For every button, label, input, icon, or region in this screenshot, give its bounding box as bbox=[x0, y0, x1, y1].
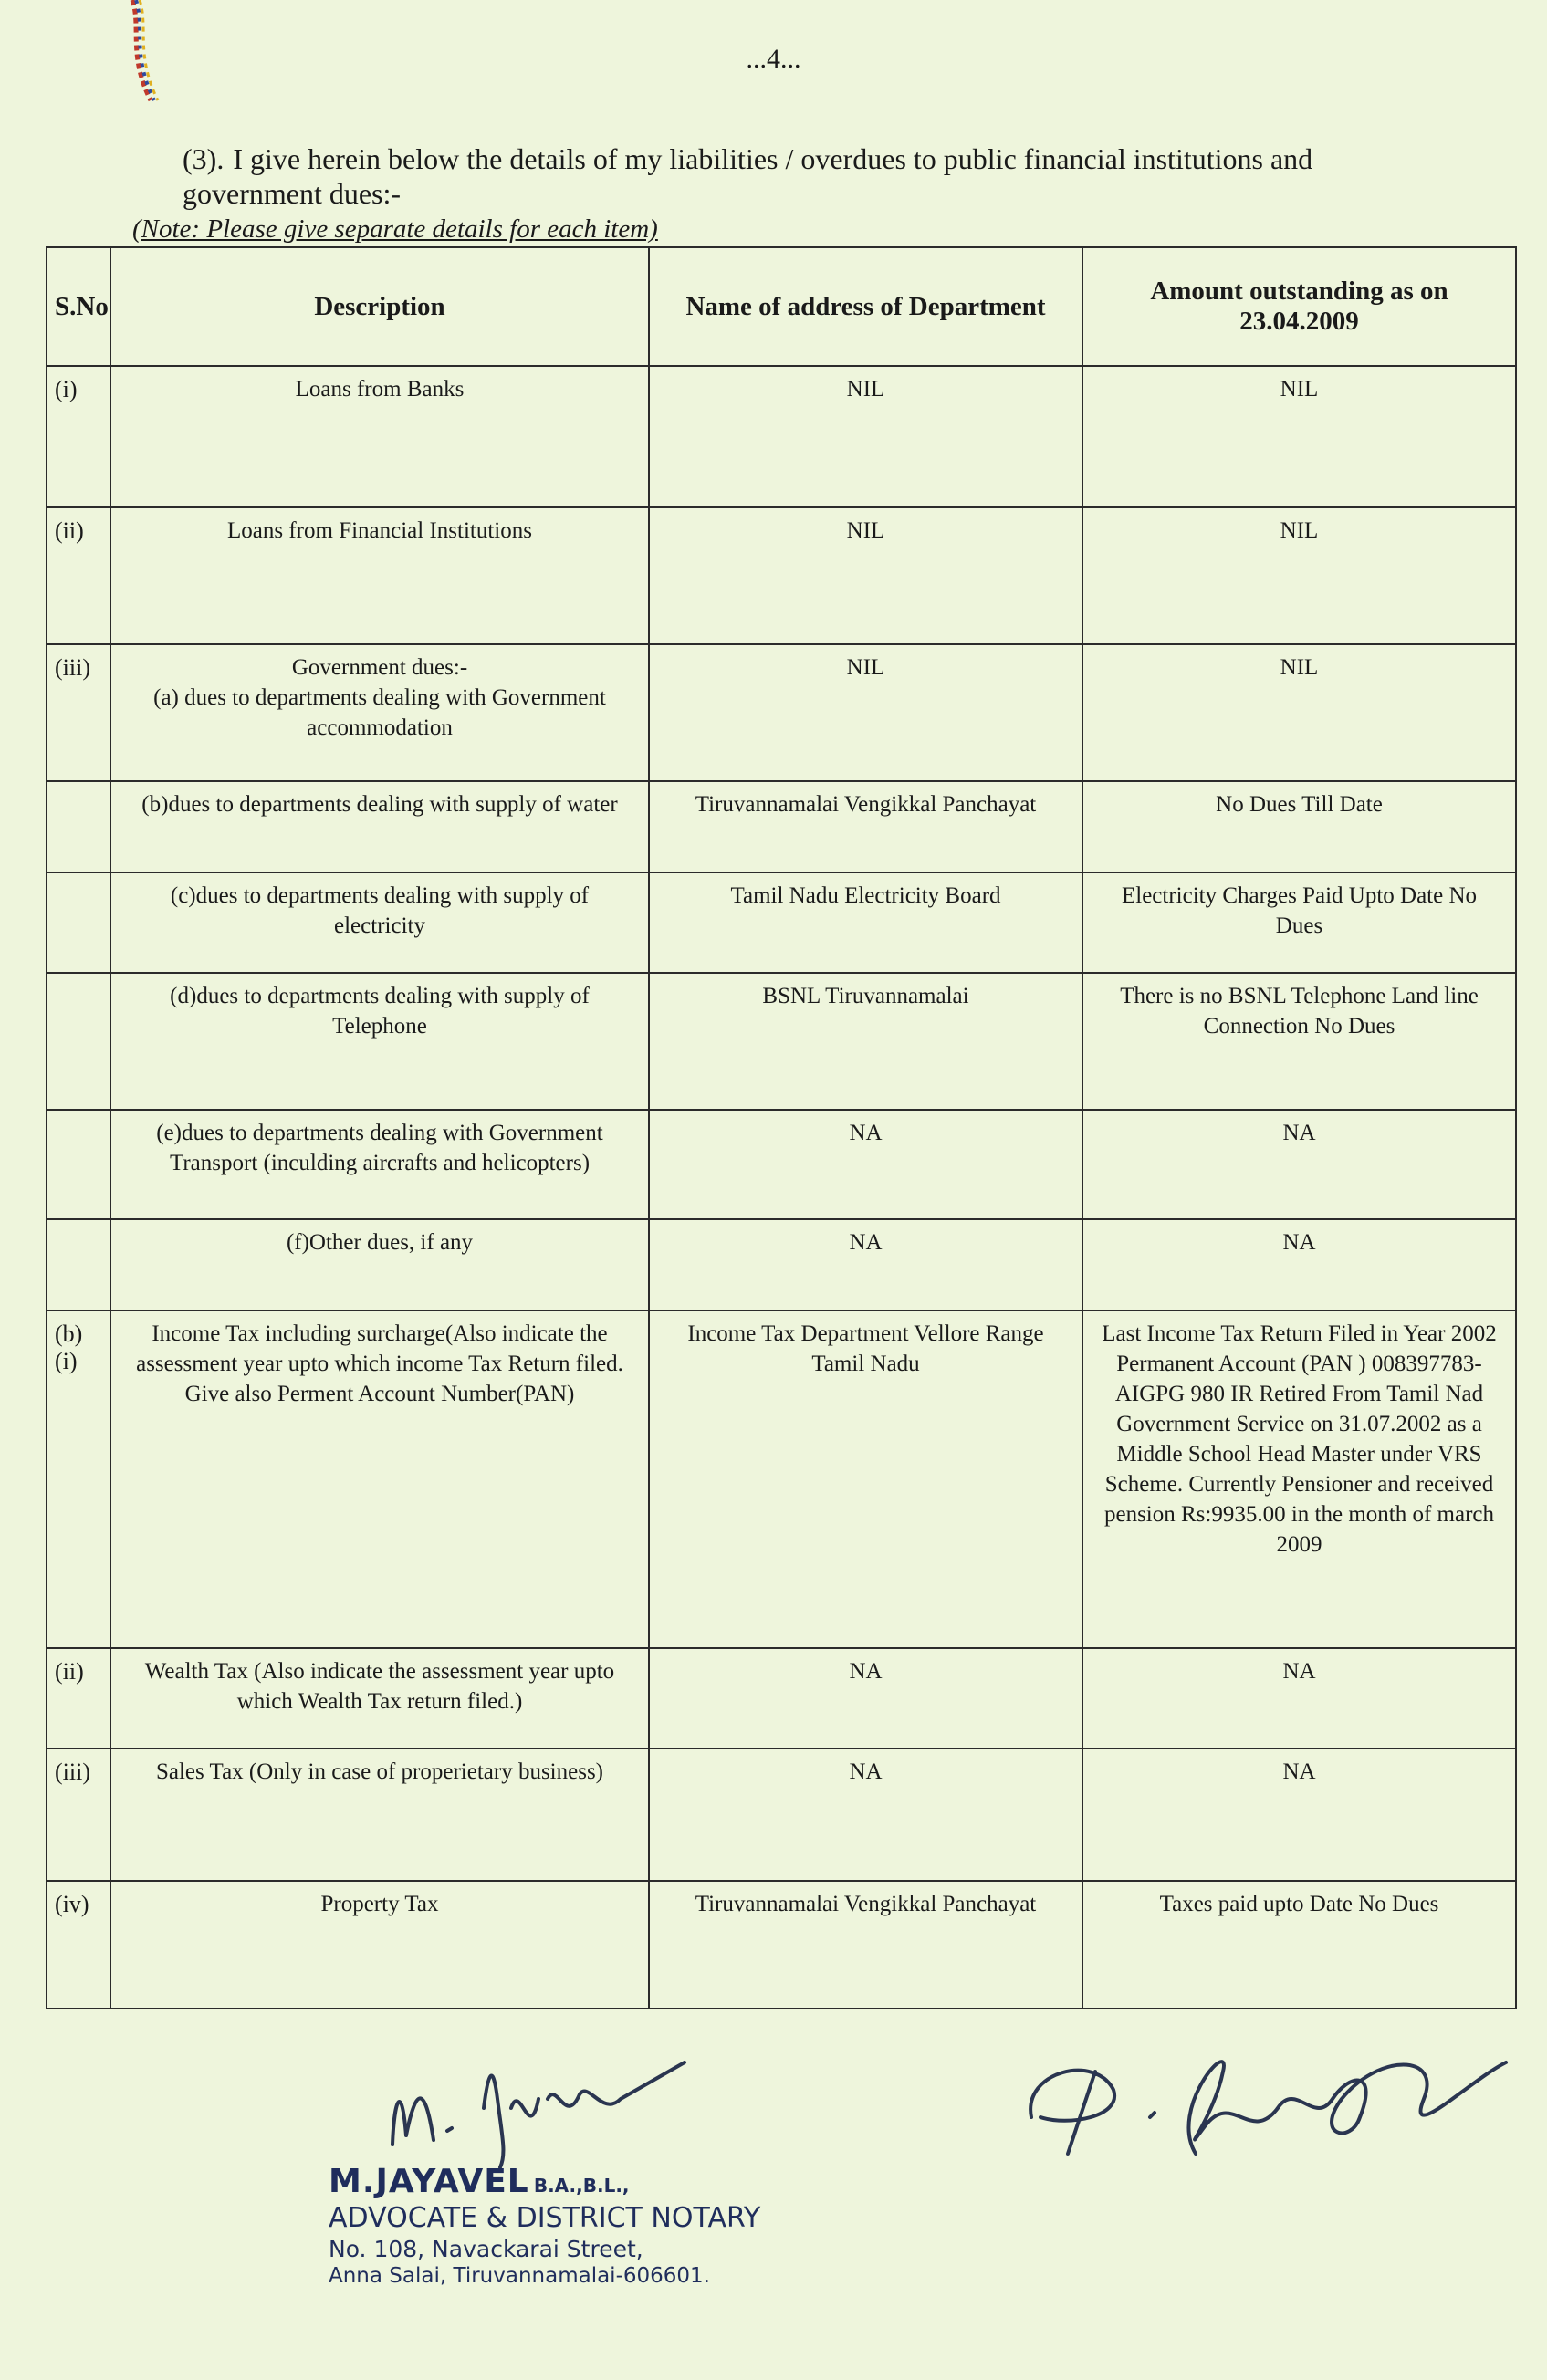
table-row bbox=[47, 1648, 1516, 1748]
row-amount: Electricity Charges Paid Upto Date No Dues bbox=[1082, 872, 1516, 973]
intro-text: I give herein below the details of my liabilities / overdues to public financial institutions and government dues:- bbox=[183, 142, 1313, 210]
row-amount: NA bbox=[1082, 1219, 1516, 1310]
notary-stamp bbox=[329, 2163, 785, 2288]
row-amount: There is no BSNL Telephone Land line Connection No Dues bbox=[1082, 973, 1516, 1110]
stamp-address-line2: Anna Salai, Tiruvannamalai-606601. bbox=[329, 2264, 710, 2288]
declarant-signature bbox=[1013, 2017, 1524, 2181]
row-sno bbox=[47, 781, 110, 872]
row-amount: NIL bbox=[1082, 366, 1516, 507]
intro-paragraph bbox=[183, 141, 1369, 211]
intro-note: (Note: Please give separate details for each item) bbox=[132, 214, 658, 244]
table-row bbox=[47, 781, 1516, 872]
table-row bbox=[47, 1219, 1516, 1310]
row-department: NIL bbox=[649, 507, 1082, 644]
row-description: (e)dues to departments dealing with Government Transport (inculding aircrafts and helicopters) bbox=[110, 1110, 649, 1219]
row-amount: NA bbox=[1082, 1748, 1516, 1881]
row-amount: Last Income Tax Return Filed in Year 2002 Permanent Account (PAN ) 008397783-AIGPG 980 IR Retired From Tamil Nad Government Service on 31.07.2002 as a Middle School Head Master under VRS Scheme. Currently Pensioner and received pension Rs:9935.00 in the month of march 2009 bbox=[1082, 1310, 1516, 1648]
row-sno: (iii) bbox=[47, 1748, 110, 1881]
table-row bbox=[47, 1748, 1516, 1881]
row-department: Tamil Nadu Electricity Board bbox=[649, 872, 1082, 973]
row-description-text: (a) dues to departments dealing with Government accommodation bbox=[153, 685, 606, 740]
table-row bbox=[47, 644, 1516, 781]
table-row bbox=[47, 366, 1516, 507]
row-amount: NA bbox=[1082, 1110, 1516, 1219]
row-sno: (i) bbox=[47, 366, 110, 507]
row-sno: (ii) bbox=[47, 507, 110, 644]
row-department: Tiruvannamalai Vengikkal Panchayat bbox=[649, 1881, 1082, 2009]
table-row bbox=[47, 507, 1516, 644]
row-description: Sales Tax (Only in case of properietary business) bbox=[110, 1748, 649, 1881]
row-department: NA bbox=[649, 1748, 1082, 1881]
row-department: Income Tax Department Vellore Range Tamil Nadu bbox=[649, 1310, 1082, 1648]
row-amount: No Dues Till Date bbox=[1082, 781, 1516, 872]
row-department: NIL bbox=[649, 366, 1082, 507]
row-description: Loans from Financial Institutions bbox=[110, 507, 649, 644]
row-description: Loans from Banks bbox=[110, 366, 649, 507]
liabilities-table bbox=[46, 246, 1517, 2009]
row-description: (c)dues to departments dealing with supply of electricity bbox=[110, 872, 649, 973]
row-sno: (iii) bbox=[47, 644, 110, 781]
row-sno bbox=[47, 973, 110, 1110]
row-sno: (b) (i) bbox=[47, 1310, 110, 1648]
row-description bbox=[110, 644, 649, 781]
row-department: NA bbox=[649, 1219, 1082, 1310]
header-department: Name of address of Department bbox=[649, 247, 1082, 366]
row-amount: NIL bbox=[1082, 644, 1516, 781]
header-sno: S.No bbox=[47, 247, 110, 366]
table-row bbox=[47, 1110, 1516, 1219]
row-amount: NIL bbox=[1082, 507, 1516, 644]
row-department: NIL bbox=[649, 644, 1082, 781]
row-department: NA bbox=[649, 1648, 1082, 1748]
row-description: (d)dues to departments dealing with supply of Telephone bbox=[110, 973, 649, 1110]
header-amount: Amount outstanding as on 23.04.2009 bbox=[1082, 247, 1516, 366]
stamp-name: M.JAYAVEL bbox=[329, 2163, 529, 2200]
row-description: Wealth Tax (Also indicate the assessment year upto which Wealth Tax return filed.) bbox=[110, 1648, 649, 1748]
row-department: NA bbox=[649, 1110, 1082, 1219]
page-number: ...4... bbox=[746, 44, 801, 74]
stamp-title: ADVOCATE & DISTRICT NOTARY bbox=[329, 2202, 761, 2234]
row-sno: (iv) bbox=[47, 1881, 110, 2009]
table-row bbox=[47, 1310, 1516, 1648]
row-amount: Taxes paid upto Date No Dues bbox=[1082, 1881, 1516, 2009]
row-department: Tiruvannamalai Vengikkal Panchayat bbox=[649, 781, 1082, 872]
table-row bbox=[47, 973, 1516, 1110]
row-sno: (ii) bbox=[47, 1648, 110, 1748]
table-header-row bbox=[47, 247, 1516, 366]
stamp-address-line1: No. 108, Navackarai Street, bbox=[329, 2236, 643, 2262]
row-amount: NA bbox=[1082, 1648, 1516, 1748]
table-row bbox=[47, 1881, 1516, 2009]
stamp-qualifications: B.A.,B.L., bbox=[533, 2175, 630, 2197]
table-row bbox=[47, 872, 1516, 973]
row-description: Income Tax including surcharge(Also indicate the assessment year upto which income Tax Return filed. Give also Perment Account Number(PAN) bbox=[110, 1310, 649, 1648]
notary-signature bbox=[383, 2044, 767, 2172]
government-dues-title: Government dues:- bbox=[291, 655, 468, 680]
row-description: Property Tax bbox=[110, 1881, 649, 2009]
row-sno bbox=[47, 1219, 110, 1310]
intro-label: (3). bbox=[183, 142, 225, 175]
signature-area bbox=[0, 2017, 1547, 2291]
row-description: (f)Other dues, if any bbox=[110, 1219, 649, 1310]
row-description: (b)dues to departments dealing with supply of water bbox=[110, 781, 649, 872]
row-sno bbox=[47, 872, 110, 973]
row-department: BSNL Tiruvannamalai bbox=[649, 973, 1082, 1110]
header-description: Description bbox=[110, 247, 649, 366]
row-sno bbox=[47, 1110, 110, 1219]
